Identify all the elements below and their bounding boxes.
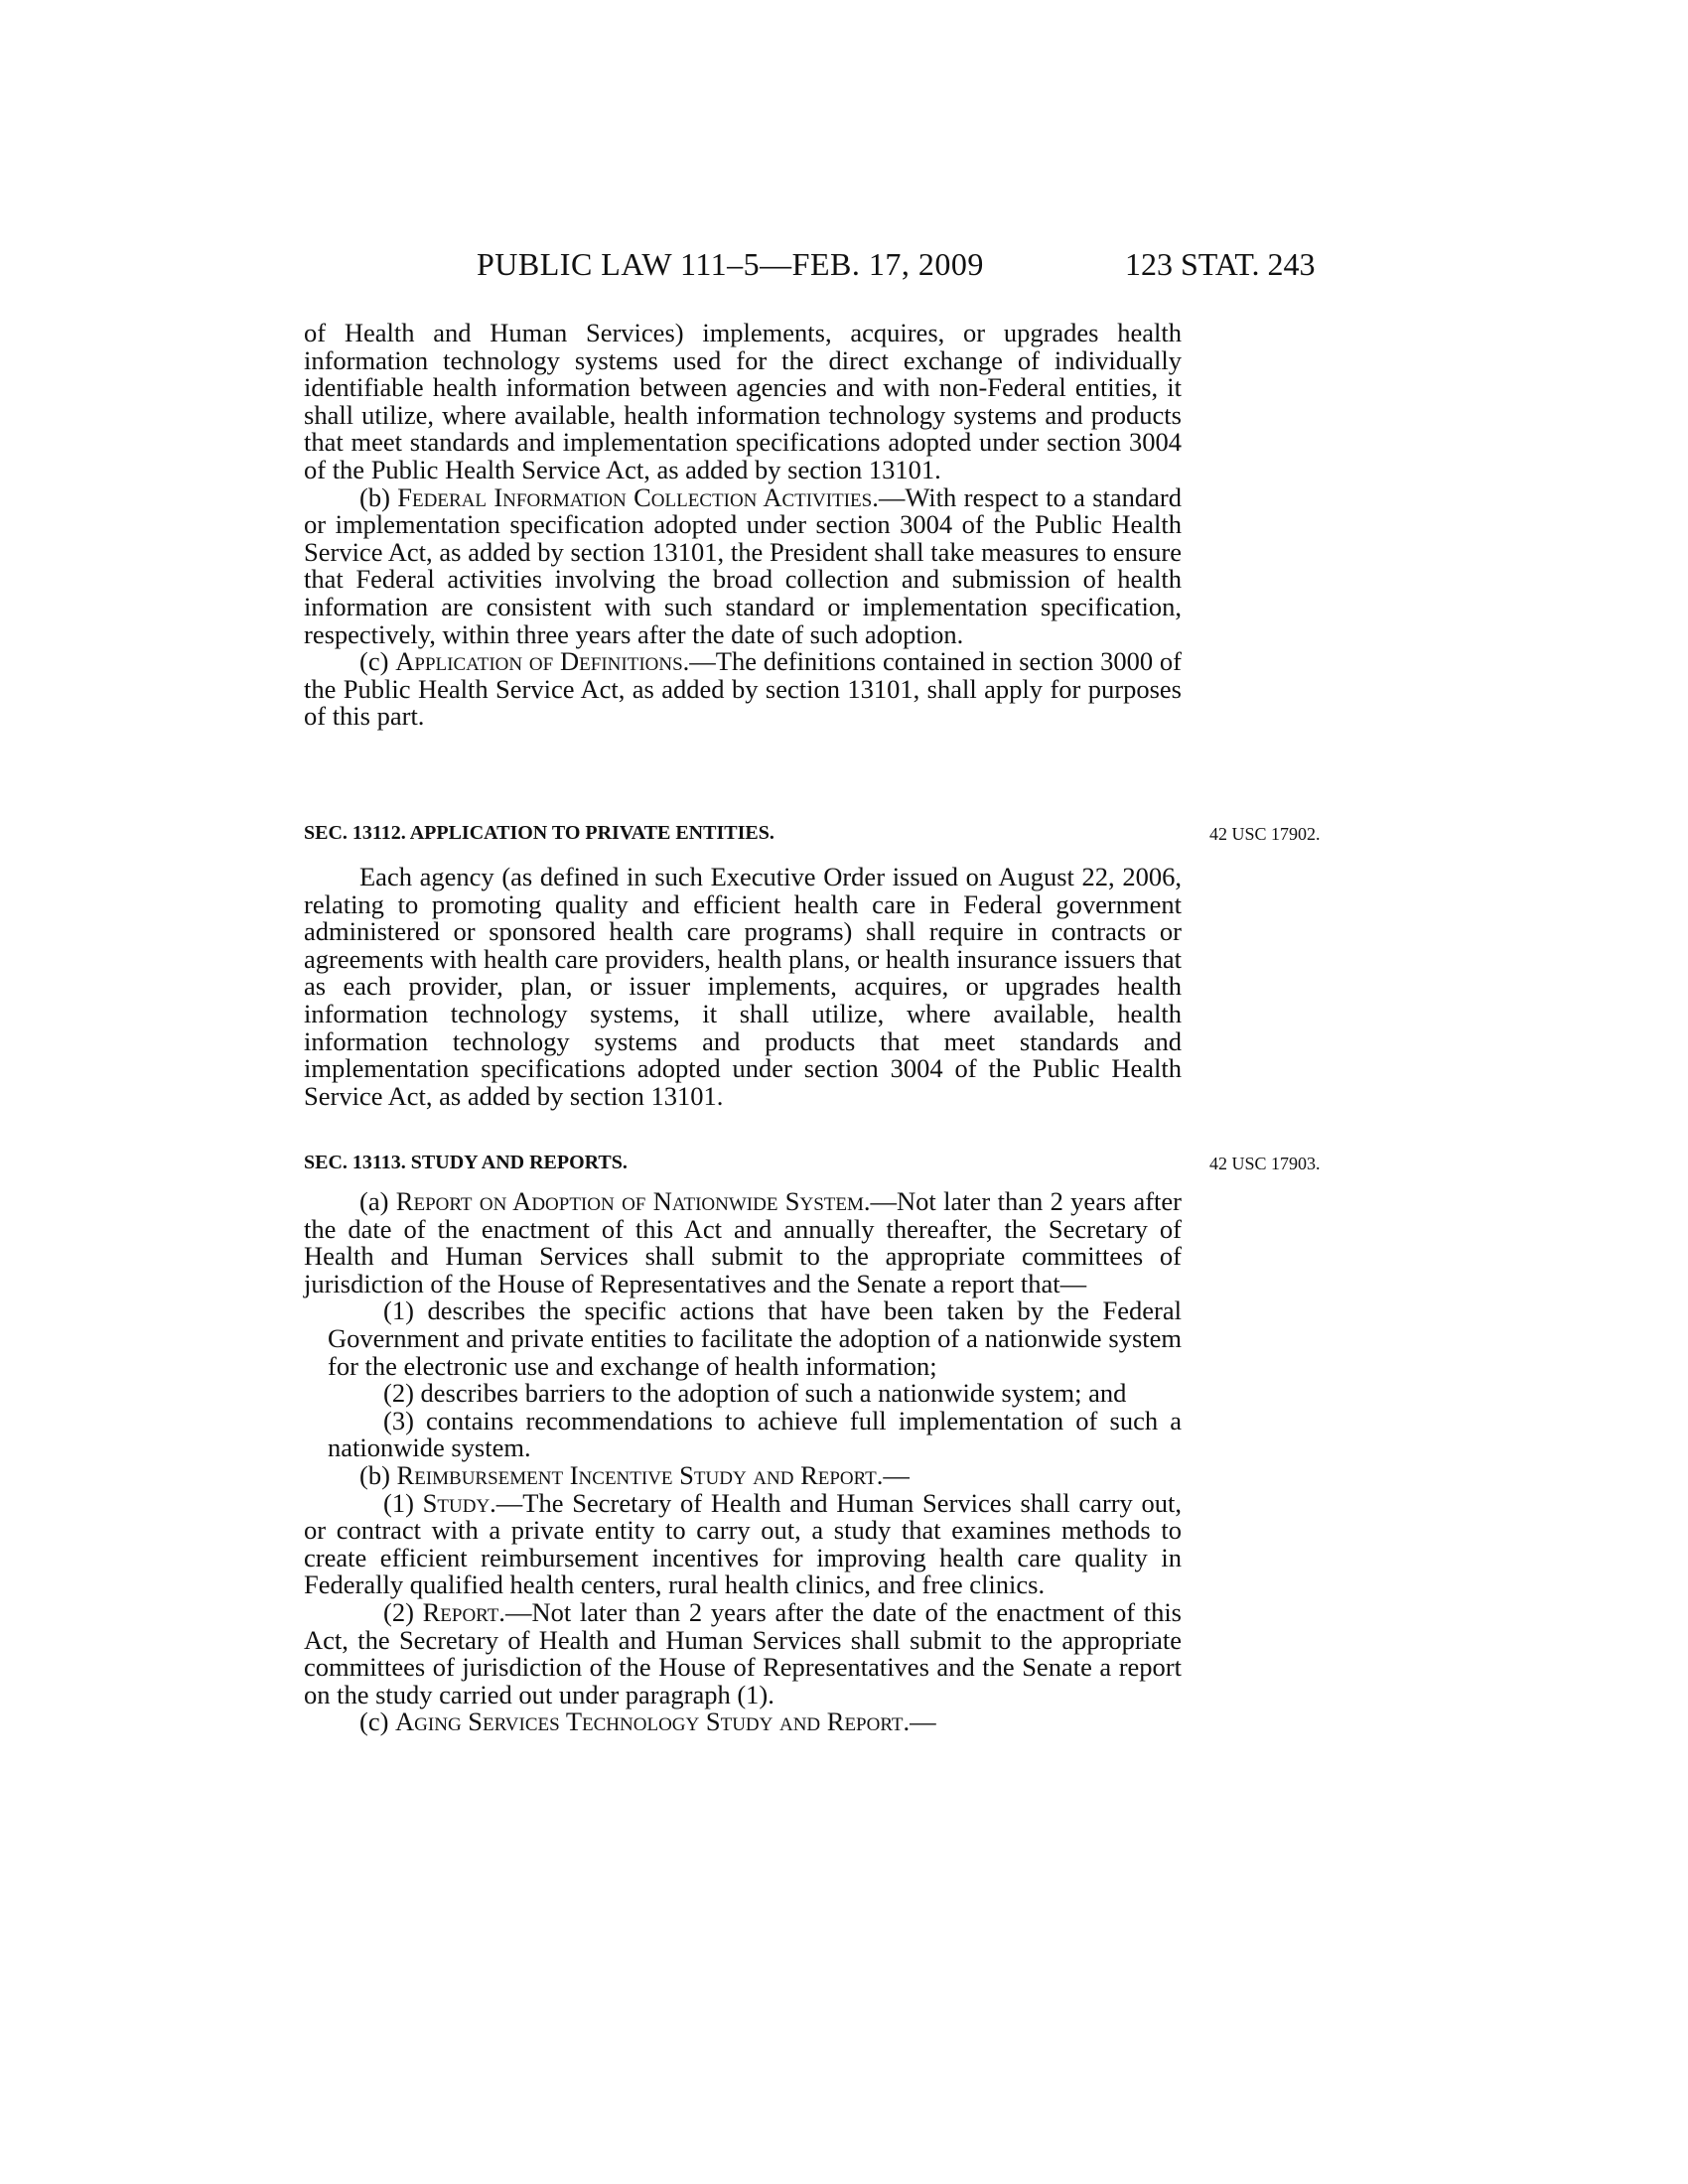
subsection-label: (c) [359,646,396,677]
subsection-text: —With respect to a standard or implementation specification adopted under section 3004 of the Public Health Service Act, as added by section 13101, the President shall take measures to ensure that Federal activities involving the broad collection and submission of health information are consistent with such standard or implementation specification, respectively, within three years after the date of such adoption. [304,481,1182,649]
text-block-sec-13113 [304,1188,1182,1736]
paragraph-b2 [304,1596,1182,1709]
running-header-title: PUBLIC LAW 111–5—FEB. 17, 2009 [477,246,984,282]
paragraph-a1: (1) describes the specific actions that have been taken by the Federal Government and private entities to facilitate the adoption of a nationwide system for the electronic use and exchange of health information; [328,1296,1182,1381]
paragraph-heading: Report. [422,1596,505,1627]
paragraph-continued: of Health and Human Services) implements, acquires, or upgrades health information technology systems used for the direct exchange of individually identifiable health information between agencies and with non-Federal entities, it shall utilize, where available, health information technology systems and products that meet standards and implementation specifications adopted under section 3004 of the Public Health Service Act, as added by section 13101. [304,318,1182,484]
subsection-label: (a) [359,1186,396,1216]
subsection-b [304,481,1182,649]
subsection-heading: Aging Services Technology Study and Report. [395,1706,911,1737]
subsection-text: —The definitions contained in section 3000 of the Public Health Service Act, as added by section 13101, shall apply for purposes of this part. [304,646,1182,732]
subsection-label: (b) [359,481,398,512]
paragraph-text: —Not later than 2 years after the date of the enactment of this Act, the Secretary of Health and Human Services shall submit to the appropriate committees of jurisdiction of the House of Representatives and the Senate a report on the study carried out under paragraph (1). [304,1596,1182,1709]
subsection-c [304,648,1182,731]
subsection-heading: Reimbursement Incentive Study and Report. [396,1459,884,1490]
margin-citation-13112: 42 USC 17902. [1209,824,1321,844]
paragraph-b1 [304,1487,1182,1600]
subsection-text: —Not later than 2 years after the date of the enactment of this Act and annually thereafter, the Secretary of Health and Human Services shall submit to the appropriate committees of jurisdiction of the House of Representatives and the Senate a report that— [304,1186,1182,1298]
margin-citation-13113: 42 USC 17903. [1209,1154,1321,1173]
section-heading-13112: SEC. 13112. APPLICATION TO PRIVATE ENTITIES. [304,822,774,844]
subsection-heading: Application of Definitions. [395,646,690,677]
paragraph-label: (1) [383,1487,423,1518]
subsection-heading: Report on Adoption of Nationwide System. [395,1186,871,1216]
subsection-dash: — [883,1459,910,1490]
subsection-dash: — [910,1706,936,1737]
subsection-label: (b) [359,1459,397,1490]
running-header-page: 123 STAT. 243 [1125,246,1316,282]
subsection-a [304,1188,1182,1297]
paragraph-label: (2) [383,1596,423,1627]
subsection-heading: Federal Information Collection Activities. [397,481,879,512]
section-13112-text: Each agency (as defined in such Executive Order issued on August 22, 2006, relating to promoting quality and efficient health care in Federal government administered or sponsored health care programs) shall require in contracts or agreements with health care providers, health plans, or health insurance issuers that as each provider, plan, or issuer implements, acquires, or upgrades health information technology systems, it shall utilize, where available, health information technology systems and products that meet standards and implementation specifications adopted under section 3004 of the Public Health Service Act, as added by section 13101. [304,862,1182,1111]
text-block-part-end [304,320,1182,731]
paragraph-text: —The Secretary of Health and Human Services shall carry out, or contract with a private entity to carry out, a study that examines methods to create efficient reimbursement incentives for improving health care quality in Federally qualified health centers, rural health clinics, and free clinics. [304,1487,1182,1600]
paragraph-a2: (2) describes barriers to the adoption of such a nationwide system; and [383,1378,1127,1409]
section-heading-13113: SEC. 13113. STUDY AND REPORTS. [304,1152,628,1173]
subsection-b [304,1459,1182,1490]
subsection-c [304,1708,1182,1736]
paragraph-heading: Study. [422,1487,496,1518]
paragraph-a3: (3) contains recommendations to achieve full implementation of such a nationwide system. [328,1405,1182,1463]
text-block-sec-13112 [304,864,1182,1110]
subsection-label: (c) [359,1706,396,1737]
